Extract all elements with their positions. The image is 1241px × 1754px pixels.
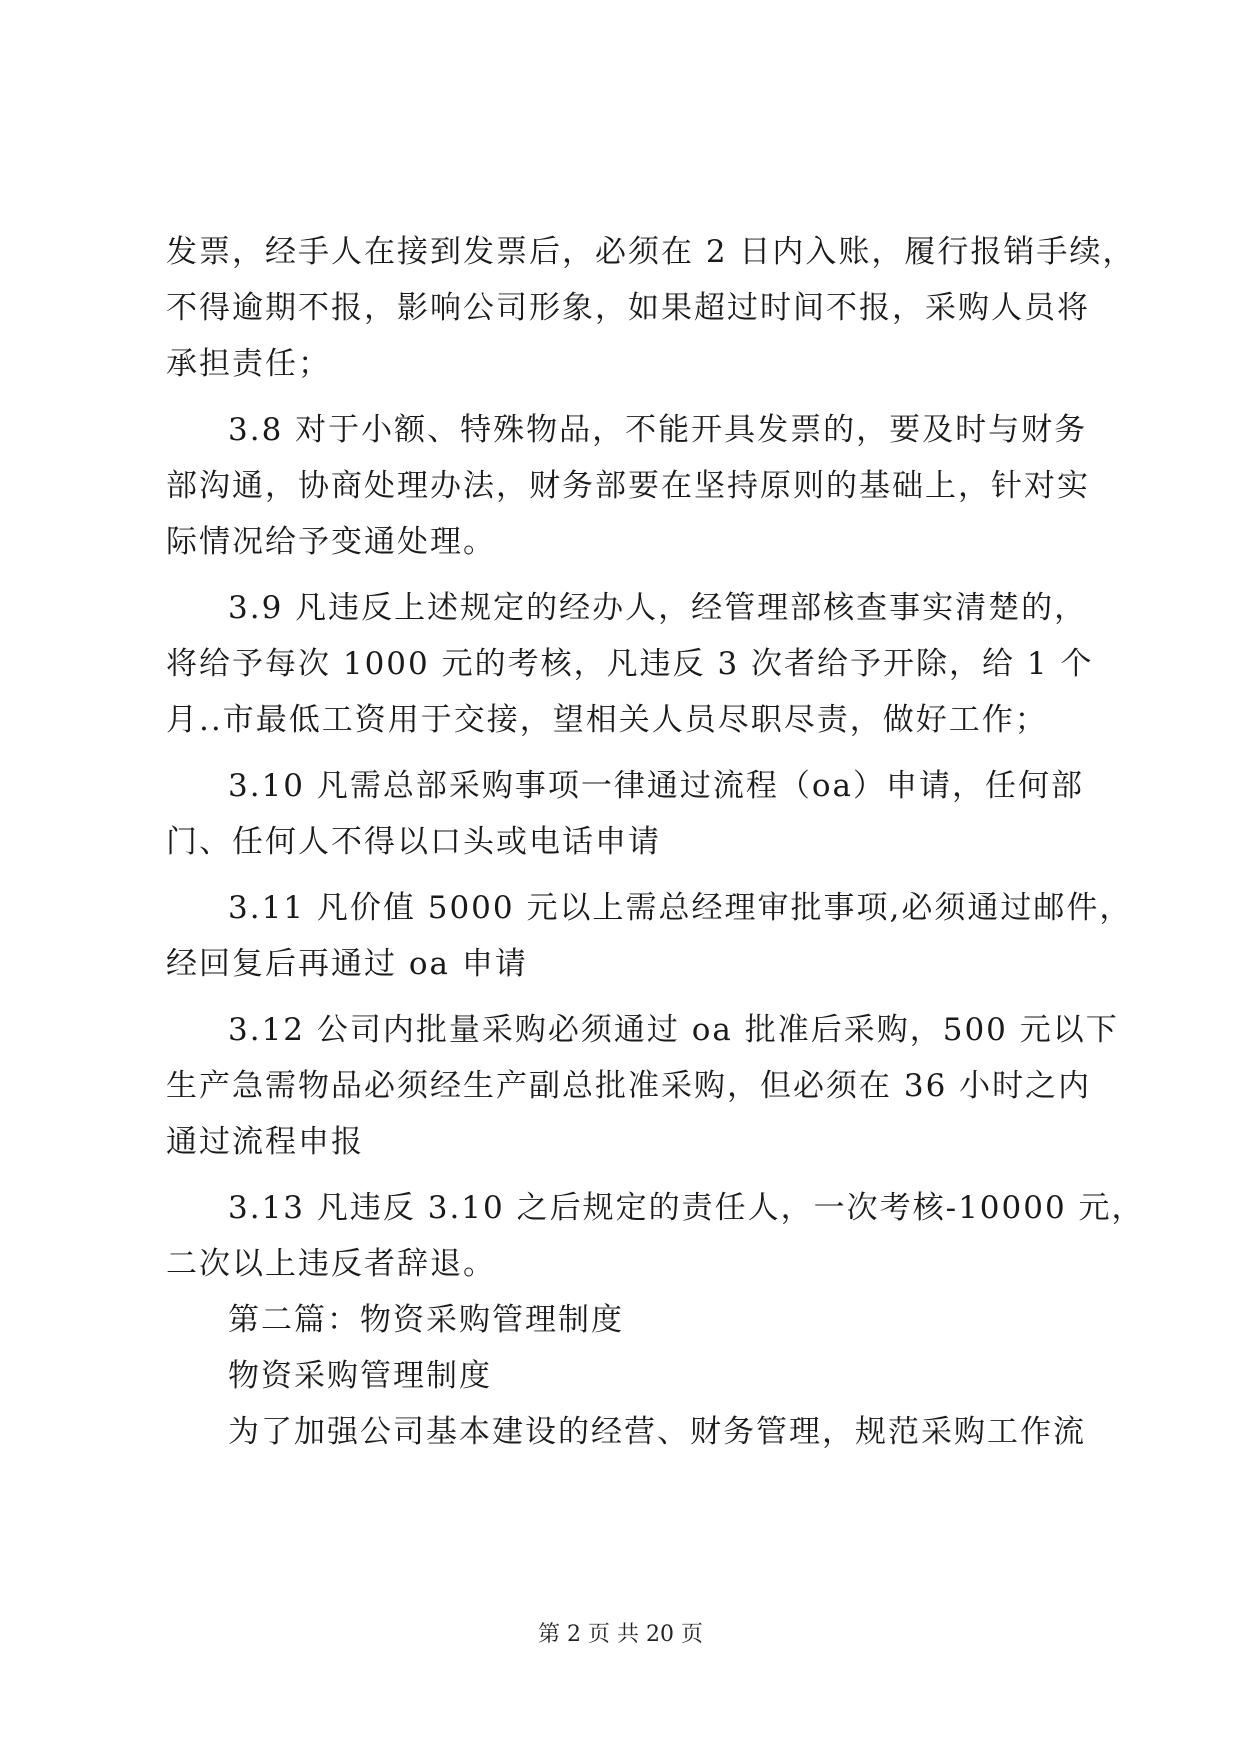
- text-line: 二次以上违反者辞退。: [166, 1246, 496, 1282]
- text-line: 3.10 凡需总部采购事项一律通过流程（oa）申请，任何部: [228, 768, 1085, 804]
- text-line: 经回复后再通过 oa 申请: [166, 946, 528, 982]
- text-line: 3.9 凡违反上述规定的经办人，经管理部核查事实清楚的，: [228, 590, 1088, 626]
- text-line: 际情况给予变通处理。: [166, 524, 496, 560]
- text-line: 将给予每次 1000 元的考核，凡违反 3 次者给予开除，给 1 个: [166, 646, 1094, 682]
- page-footer: 第 2 页 共 20 页: [538, 1622, 703, 1647]
- text-line: 为了加强公司基本建设的经营、财务管理，规范采购工作流: [228, 1414, 1086, 1450]
- section-heading: 第二篇：物资采购管理制度: [228, 1302, 624, 1338]
- text-line: 3.11 凡价值 5000 元以上需总经理审批事项,必须通过邮件，: [228, 890, 1133, 926]
- text-line: 发票，经手人在接到发票后，必须在 2 日内入账，履行报销手续，: [166, 234, 1136, 270]
- text-line: 3.12 公司内批量采购必须通过 oa 批准后采购，500 元以下: [228, 1012, 1119, 1048]
- text-line: 通过流程申报: [166, 1124, 364, 1160]
- text-line: 部沟通，协商处理办法，财务部要在坚持原则的基础上，针对实: [166, 468, 1090, 504]
- section-subheading: 物资采购管理制度: [228, 1358, 492, 1394]
- text-line: 月..市最低工资用于交接，望相关人员尽职尽责，做好工作；: [166, 702, 1048, 738]
- text-line: 生产急需物品必须经生产副总批准采购，但必须在 36 小时之内: [166, 1068, 1092, 1104]
- text-line: 3.8 对于小额、特殊物品，不能开具发票的，要及时与财务: [228, 412, 1088, 448]
- text-line: 承担责任；: [166, 346, 331, 382]
- text-line: 3.13 凡违反 3.10 之后规定的责任人，一次考核-10000 元，: [228, 1190, 1145, 1226]
- text-line: 门、任何人不得以口头或电话申请: [166, 824, 661, 860]
- text-line: 不得逾期不报，影响公司形象，如果超过时间不报，采购人员将: [166, 290, 1090, 326]
